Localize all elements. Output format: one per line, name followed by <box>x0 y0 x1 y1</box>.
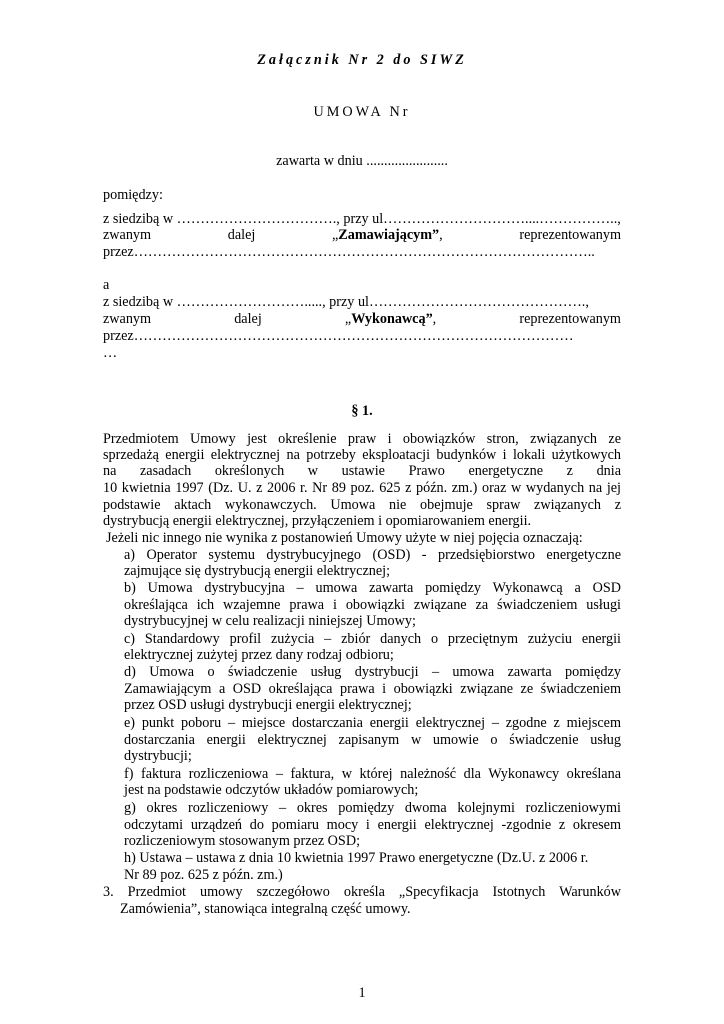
party1-representative: przez…………………………………………………………………………………….. <box>103 244 595 260</box>
definition-line: elektrycznej zużytej przez dany rodzaj odbioru; <box>124 647 394 663</box>
definition-line: dystrybucyjnej w celu realizacji niniejszej Umowy; <box>124 613 416 629</box>
page-number: 1 <box>358 985 366 1001</box>
definition-line: zajmujące się dystrybucją energii elektrycznej; <box>124 563 391 579</box>
party1-address: z siedzibą w ……………………………., przy ul…………………………....…………….., <box>103 211 621 227</box>
party1-dalej: dalej <box>227 227 256 243</box>
attachment-title: Załącznik Nr 2 do SIWZ <box>257 52 467 68</box>
section-para-line: 10 kwietnia 1997 (Dz. U. z 2006 r. Nr 89 poz. 625 z późn. zm.) oraz w wydanych na jej <box>103 480 621 496</box>
party1-name-group <box>332 227 443 244</box>
party2-zwanym: zwanym <box>103 311 152 327</box>
party2-dalej: dalej <box>234 311 262 327</box>
party1-reprezentowanym: reprezentowanym <box>519 227 621 243</box>
definition-line: e) punkt poboru – miejsce dostarczania energii elektrycznej – zgodne z miejscem <box>124 715 621 731</box>
item-3-line: 3. Przedmiot umowy szczegółowo określa „Specyfikacja Istotnych Warunków <box>103 884 621 900</box>
definition-line: b) Umowa dystrybucyjna – umowa zawarta pomiędzy Wykonawcą a OSD <box>124 580 621 596</box>
party1-zwanym: zwanym <box>103 227 152 243</box>
section-heading: § 1. <box>351 403 373 419</box>
item-3-line: Zamówienia”, stanowiąca integralną część umowy. <box>120 901 411 917</box>
party2-ellipsis: … <box>103 345 118 361</box>
party2-designation <box>103 311 621 328</box>
party2-quote: „ <box>344 311 352 327</box>
party2-comma: , <box>432 311 437 327</box>
definition-line: rozliczeniowym stosowanym przez OSD; <box>124 833 361 849</box>
definition-line: a) Operator systemu dystrybucyjnego (OSD) - przedsiębiorstwo energetyczne <box>124 547 621 563</box>
definition-line: dystrybucji; <box>124 748 192 764</box>
section-para-line: na zasadach określonych w ustawie Prawo energetyczne z dnia <box>103 463 621 479</box>
section-para-line: Przedmiotem Umowy jest określenie praw i obowiązków stron, związanych ze <box>103 431 621 447</box>
conjunction-a: a <box>103 277 110 293</box>
definition-line: d) Umowa o świadczenie usług dystrybucji – umowa zawarta pomiędzy <box>124 664 621 680</box>
definition-line: f) faktura rozliczeniowa – faktura, w której należność dla Wykonawcy określana <box>124 766 621 782</box>
definition-line: jest na podstawie odczytów układów pomiarowych; <box>124 782 419 798</box>
section-para-line: dystrybucją energii elektrycznej, przyłączeniem i opomiarowaniem energii. <box>103 513 532 529</box>
definition-line: Zamawiającym a OSD określająca prawa i obowiązki związane ze świadczeniem <box>124 681 621 697</box>
section-para-line: podstawie aktach wykonawczych. Umowa nie obejmuje spraw związanych z <box>103 497 621 513</box>
party1-name: Zamawiającym” <box>338 227 440 243</box>
party2-representative: przez………………………………………………………………………………… <box>103 328 574 344</box>
party1-quote: „ <box>331 227 339 243</box>
contract-heading: UMOWA Nr <box>313 104 411 120</box>
party2-name-group <box>345 311 436 328</box>
party2-address: z siedzibą w ………………………....., przy ul………………………………………., <box>103 294 589 310</box>
definition-line: Nr 89 poz. 625 z późn. zm.) <box>124 867 283 883</box>
party1-designation <box>103 227 621 244</box>
definition-line: h) Ustawa – ustawa z dnia 10 kwietnia 1997 Prawo energetyczne (Dz.U. z 2006 r. <box>124 850 589 866</box>
party2-reprezentowanym: reprezentowanym <box>519 311 621 327</box>
definition-line: przez OSD usługi dystrybucji energii elektrycznej; <box>124 697 412 713</box>
definition-line: określająca ich wzajemne prawa i obowiązki związane za świadczeniem usługi <box>124 597 621 613</box>
party2-name: Wykonawcą” <box>351 311 433 327</box>
party1-comma: , <box>439 227 443 243</box>
definition-line: c) Standardowy profil zużycia – zbiór danych o przeciętnym zużyciu energii <box>124 631 621 647</box>
between-label: pomiędzy: <box>103 187 163 203</box>
contract-date-line: zawarta w dniu ....................... <box>276 153 448 169</box>
section-para-line: sprzedażą energii elektrycznej na potrzeby eksploatacji budynków i lokali użytkowych <box>103 447 621 463</box>
definition-line: dostarczania energii elektrycznej zapisanym w umowie o świadczenie usług <box>124 732 621 748</box>
section-para-line: Jeżeli nic innego nie wynika z postanowień Umowy użyte w niej pojęcia oznaczają: <box>106 530 583 546</box>
definition-line: odczytami urządzeń do pomiaru mocy i energii elektrycznej -zgodnie z okresem <box>124 817 621 833</box>
definition-line: g) okres rozliczeniowy – okres pomiędzy dwoma kolejnymi rozliczeniowymi <box>124 800 621 816</box>
